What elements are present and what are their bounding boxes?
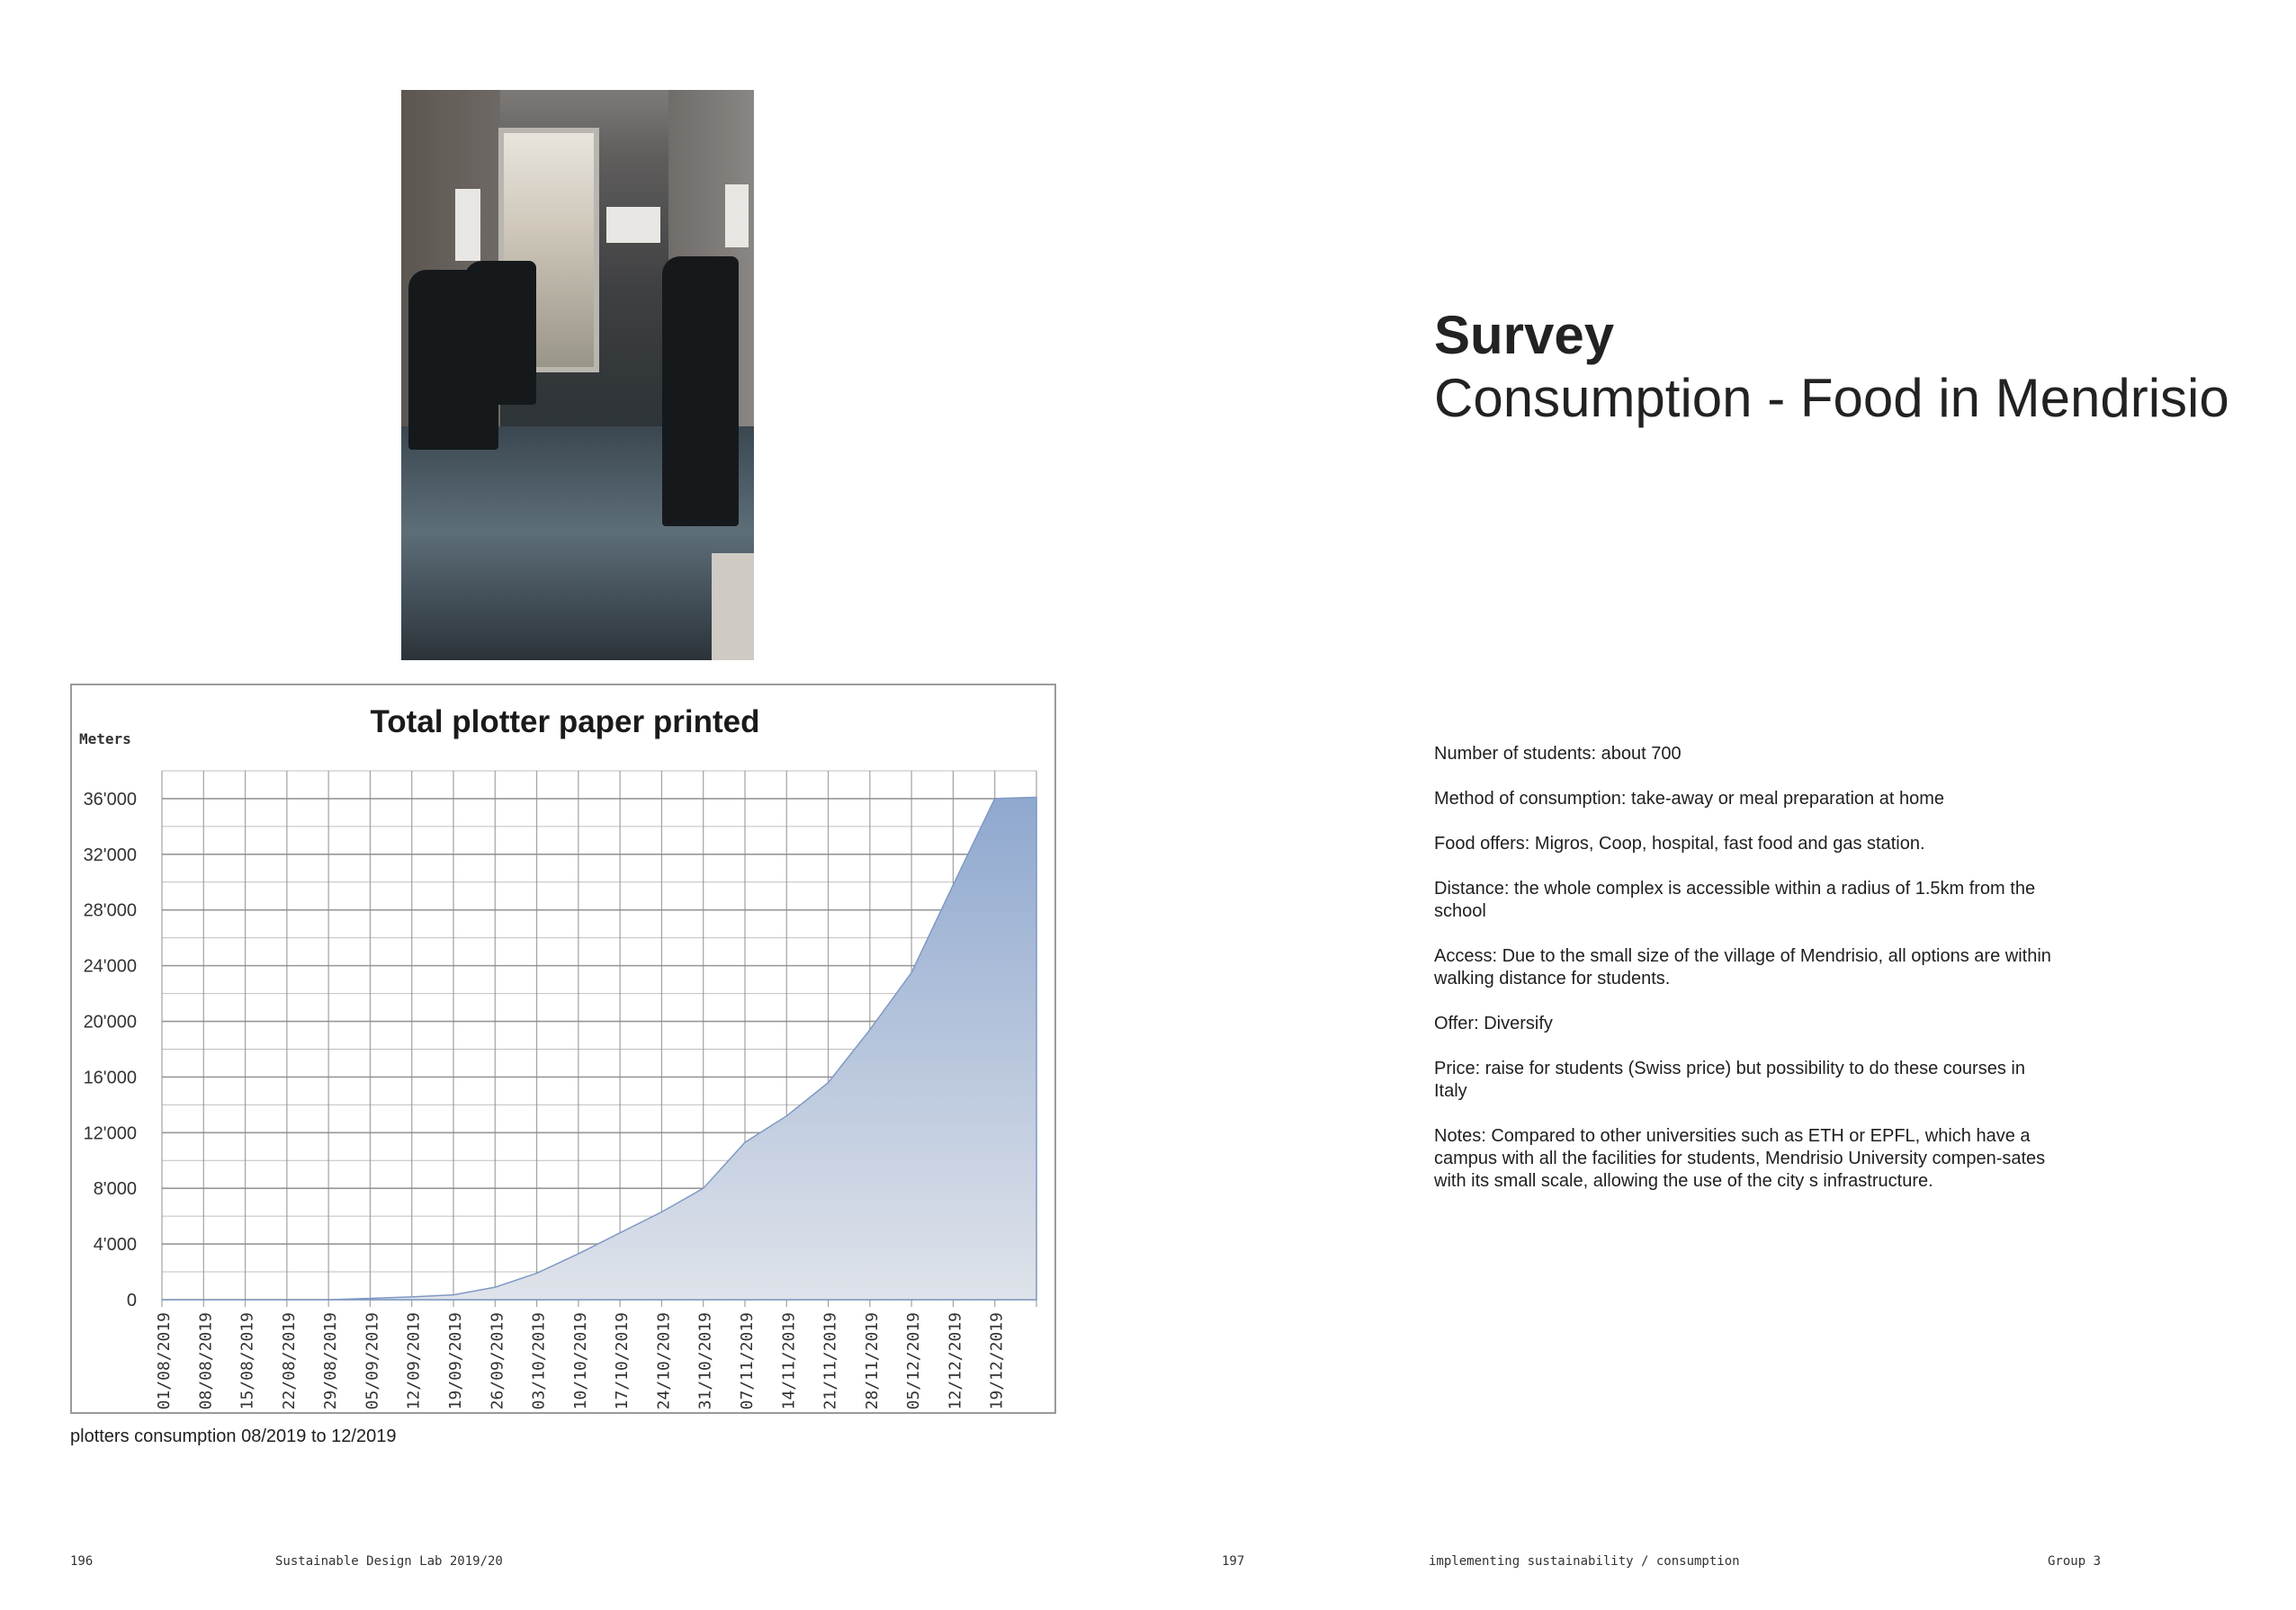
x-tick-label: 31/10/2019 [695,1312,715,1410]
photo-box [712,553,754,660]
photo-poster-left [455,189,480,261]
survey-item-offer: Offer: Diversify [1434,1014,1553,1033]
survey-item-method: Method of consumption: take-away or meal preparation at home [1434,789,1944,809]
area-series-path [162,797,1036,1300]
chart-caption: plotters consumption 08/2019 to 12/2019 [70,1427,397,1446]
y-tick-label: 8'000 [93,1179,137,1200]
plotter-room-photo [401,90,754,660]
y-tick-label: 20'000 [83,1012,137,1033]
x-tick-label: 12/09/2019 [404,1312,424,1410]
x-tick-label: 05/09/2019 [363,1312,382,1410]
y-tick-label: 32'000 [83,845,137,865]
survey-item-price: Price: raise for students (Swiss price) but possibility to do these courses in Italy [1434,1059,2025,1101]
footer-group: Group 3 [2048,1554,2102,1569]
survey-item-food-offers: Food offers: Migros, Coop, hospital, fast food and gas station. [1434,834,1925,854]
x-tick-label: 10/10/2019 [570,1312,590,1410]
chart-svg [72,685,1058,1416]
x-tick-label: 07/11/2019 [738,1312,757,1410]
x-tick-label: 14/11/2019 [779,1312,799,1410]
y-tick-label: 0 [126,1291,137,1310]
y-tick-label: 12'000 [83,1123,137,1144]
photo-plotter-3 [662,256,739,526]
footer-left-page-number: 196 [70,1554,94,1569]
x-tick-label: 08/08/2019 [196,1312,216,1410]
x-tick-label: 12/12/2019 [946,1312,965,1410]
y-tick-label: 36'000 [83,789,137,809]
chart-y-axis-label: Meters [79,730,131,747]
y-tick-label: 28'000 [83,900,137,921]
y-tick-label: 16'000 [83,1068,137,1088]
survey-item-distance: Distance: the whole complex is accessible within a radius of 1.5km from the school [1434,879,2036,921]
page-subtitle: Consumption - Food in Mendrisio [1434,368,2229,428]
plotter-chart [70,684,1056,1414]
x-tick-label: 21/11/2019 [821,1312,840,1410]
x-tick-label: 19/09/2019 [446,1312,465,1410]
x-tick-label: 29/08/2019 [321,1312,341,1410]
y-tick-label: 4'000 [93,1235,137,1256]
footer-right-page-number: 197 [1222,1554,1245,1569]
x-tick-label: 15/08/2019 [238,1312,257,1410]
photo-plotter-2 [464,261,536,405]
chart-title: Total plotter paper printed [370,704,760,739]
x-tick-label: 26/09/2019 [488,1312,507,1410]
survey-list [1434,743,2055,1215]
x-tick-label: 05/12/2019 [904,1312,924,1410]
chart-area-series [162,797,1036,1300]
photo-notice [606,207,660,243]
x-tick-label: 28/11/2019 [862,1312,882,1410]
x-tick-label: 22/08/2019 [279,1312,299,1410]
footer-left-text: Sustainable Design Lab 2019/20 [275,1554,503,1569]
survey-item-students: Number of students: about 700 [1434,744,1682,764]
x-tick-label: 24/10/2019 [654,1312,674,1410]
survey-item-notes: Notes: Compared to other universities such as ETH or EPFL, which have a campus with all the facilities for students, Mendrisio University compen-sates with its small scale, allowing the use of the city s infrastructure. [1434,1126,2046,1191]
page-title: Survey [1434,305,1615,365]
x-tick-label: 17/10/2019 [613,1312,632,1410]
x-tick-label: 03/10/2019 [529,1312,549,1410]
x-tick-label: 01/08/2019 [155,1312,174,1410]
y-tick-label: 24'000 [83,956,137,977]
photo-poster-right [725,184,749,247]
x-tick-label: 19/12/2019 [987,1312,1007,1410]
survey-item-access: Access: Due to the small size of the village of Mendrisio, all options are within walking distance for students. [1434,946,2051,988]
footer-right-text: implementing sustainability / consumption [1429,1554,1740,1569]
